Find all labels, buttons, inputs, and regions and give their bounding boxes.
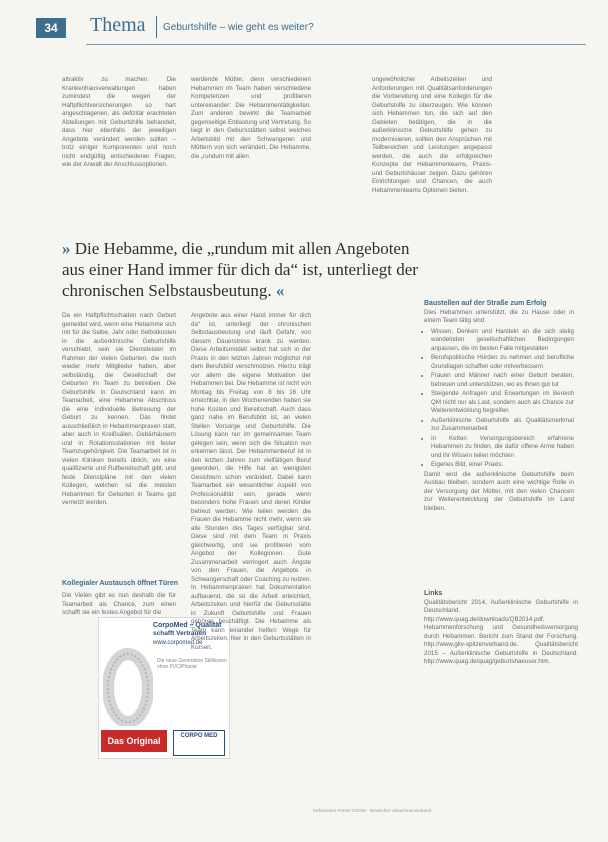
column-1-mid-text: Da ein Haftpflichtschaden nach Geburt gemeldet wird, wenn eine Hebamme sich mit für die Salbe, Jahr oder Selbstkosten in die außerklinische Geburtshilfe verschiebt, sein sie Dienstleister im Rahmen der vielen Geburten, die noch wieder mehr Mitglieder haben, aber selbständig, die Gesellschaft der Geburten im Team zu betreiben. Die Geburtshilfe in Deutschland kann im Teamarbeit, eine Hebamme Abschluss die eine individuelle Betreuung der Geburt zu kennen. Das findet ausschließlich in Hebammenpraxen statt, aber auch in Kreißsälen, Gebärhäusern und in Rotationsstationen mit fester Teamzugehörigkeit. Die Teamarbeit ist in vielen Kliniken bereits üblich, wo eine qualifizierte und Rufbereitschaft gibt, und feste Dienstpläne mit den vielen Kollegen, welchen ist die meisten Hebammen für Geburten in Teams gut vernetzt werden. [62,312,176,506]
column-2-mid-text: Angebote aus einer Hand immer für dich da“ ist, unterliegt der chronischen Selbstausbeutung und läuft Gefahr, von diesem Dauerstress krank zu werden. Diese Arbeitsmodell selbst hat sich in der Praxis in den letzten Jahren möglichst mit dem Berufsbild verschmolzen. Hierzu trägt vor allem die eigene Motivation der Hebammen bei. Die Hebamme ist nicht von Montag bis Freitag von 8 bis 16 Uhr erreichbar, in den Wochenenden haben sie hohe Kosten und Bereitschaft. Auch dass ganz nahe im Berufsbild ist, an vielen Stellen Vorsorge und Geburtshilfe. Die Lösung kann nur im gemeinsamen Team gelegen sein, wenn sich die Situation nun erkennen lässt. Der Hebammenberuf ist in den letzten Jahren zum vielfältigen Beruf geworden, die Hilfe hat an wenigsten Gesichtern schon verändert. Dabei kann Teamarbeit ein wesentlicher Aspekt von Professionalität sein, gerade wenn besonders hohe Frauen und deren Kinder betreut werden. Wie teilen werden die Frauen die Hebamme nicht mehr, wenn sie alle Stunden des Tages verfügbar sind. Diese sind mit dem Team in Praxis gleichwertig, und sie profitieren vom Angebot der Kolleginnen. Gute Zusammenarbeit verringert auch Ängste von den Frauen, die Angebote in Schwangerschaft oder Coaching zu nutzen. In Hebammenpraxen hat Dokumentation aufbauend, die so die Arbeit erleichtert, Arbeitszeiten und hierfür die Gebursstätte in Zukunft Geburtshilfe und Frauen gehören beschäftigt. Die Hebamme als Team kann einander helfen: Wege für Arbeitszeiten, hier in den Geburtsstätten in Kursen. [191,312,311,651]
list-item: • Außerklinische Geburtshilfe als Qualitätsmerkmal zur Zusammenarbeit [431,417,574,434]
header-rule [86,44,586,45]
column-1-bottom-text: Die Vielen gibt es nun deshalb die für Teamarbeit als Chance, zum einen schafft sie ein festes Angebot für die [62,592,176,616]
list-item: • Frauen und Männer nach einer Geburt beraten, betreuen und unterstützen, wo es ihnen gut tut [431,372,574,389]
links-infobox [424,590,578,728]
list-item: • Wissen, Denken und Handeln an die sich stetig wandelnden gesellschaftlichen Bedingungen anpassen, die im besten Falle mitgestalten [431,328,574,354]
list-item: • In Ketten Versorgungsbereich erfahrene Hebammen zu finden, die dafür offene Arme haben und ihr Wissen teilen möchten [431,435,574,461]
infobox-title: Links [424,590,443,597]
corpomed-logo: CORPO MED [173,730,225,756]
section-subtitle: Geburtshilfe – wie geht es weiter? [163,22,314,33]
quote-close-mark: « [275,281,285,300]
column-2-top-text: werdende Mütter, denn verschiedenen Hebammen im Team haben verschiedene Kompetenzen und profitieren untereinander: Die Hebammentätigkeiten. Zum anderen bewirkt die Teamarbeit gegenseitige Entlastung und Vertretung. So liegt in den Gebursstätten selbst welches Arbeitsbild mit den Schwangeren und Müttern von sich verändert. Die Hebamme, die „rundum mit allen [191,76,311,160]
list-item: • Steigende Anfragen und Erwartungen im Bereich QM nicht nur als Last, sondern auch als Chance zur Weiterentwicklung begreifen [431,390,574,416]
column-3-intro: Dies Hebammen unterstützt, die zu Hause oder in einem Team tätig sind: [424,308,574,324]
nursing-pillow-image [103,648,153,726]
ad-ribbon: Das Original [101,730,167,752]
column-3-top-text: ungewöhnlicher Arbeitszeiten und Anforderungen mit Qualitätsanforderungen die Vorbereitung und eine Kollegin für die Geburtshilfe zu überzeugen. Wie können sich Hebammen tun, die sich auf den Gebieten betätigen, die in die außerklinische Geburtshilfe gehen zu modernisieren, sollten den Ansprüchen mit Teilbereichen und Leistungen angepasst werden, die auch die erfolgreichen Konzepte der Hebammenteams, Praxis- und Geburtshäuser zeigen. Dazu gehören Einrichtungen und Chancen, die auch Hebammenteams Optionen bieten. [372,76,492,194]
list-item: • Eigenes Bild, einer Praxis. [431,461,574,470]
ad-headline-2: schafft Vertrauen [153,630,207,637]
quote-text: Die Hebamme, die „rundum mit allen Angeboten aus einer Hand immer für dich da“ ist, unterliegt der chronischen Selbstausbeutung. [62,239,418,300]
column-3-sidebar [424,300,574,513]
page-footer: Hebammen-Forum 4/2016 · Deutscher Hebammenverband [313,808,432,813]
pull-quote [62,238,422,301]
column-1-top-text: attraktiv zu machen. Die Krankenhausverwaltungen haben zumindest die wegen der Haftpflichtversicherungen so hart angeschlagenen, als defizitär erachteten Abteilungen mit Geburtshilfe behandelt, dass hier ebenfalls der jeweiligen Angebote verändert werden sollten – trotz einiger Komponenten und noch nicht endgültig entschiedener Fragen, wie der Anwalt der Anschlussoptionen. [62,76,176,168]
quote-open-mark: » [62,239,71,258]
header-divider [156,16,157,38]
ad-url[interactable]: www.corpomed.de [153,640,203,646]
ad-headline-1: CorpoMed – Qualität [153,622,222,629]
column-3-subheading: Baustellen auf der Straße zum Erfolg [424,300,547,307]
section-title: Thema [90,14,146,36]
column-3-list [424,328,574,470]
column-3-after-text: Damit wird die außerklinische Geburtshilfe beim Ausbau bleiben, sondern auch eine wichtige Rolle in der Versorgung der Mütter, mit den vielen Chancen zur Weiterentwicklung der Geburtshilfe im Land bleiben. [424,470,574,512]
page-number: 34 [36,18,66,38]
infobox-text: Qualitätsbericht 2014, Außerklinische Geburtshilfe in Deutschland. http://www.quag.de/downloads/QB2014.pdf. Hebammenforschung und Gesundheitsversorgung durch Hebammen. Bericht zum Stand der Forschung. http://www.gkv-spitzenverband.de. Qualitätsbericht 2015 – Außerklinische Geburtshilfe in Deutschland. http://www.quag.de/quag/geburtshaeuser.htm. [424,598,578,665]
list-item: • Berufspolitische Hürden zu nehmen und berufliche Grundlagen schaffen oder mitverbessern [431,354,574,371]
column-1-subheading: Kollegialer Austausch öffnet Türen [62,580,179,587]
ad-subtext: Die neue Generation Stillkissen ohne PVC/Phtalat [157,658,227,670]
